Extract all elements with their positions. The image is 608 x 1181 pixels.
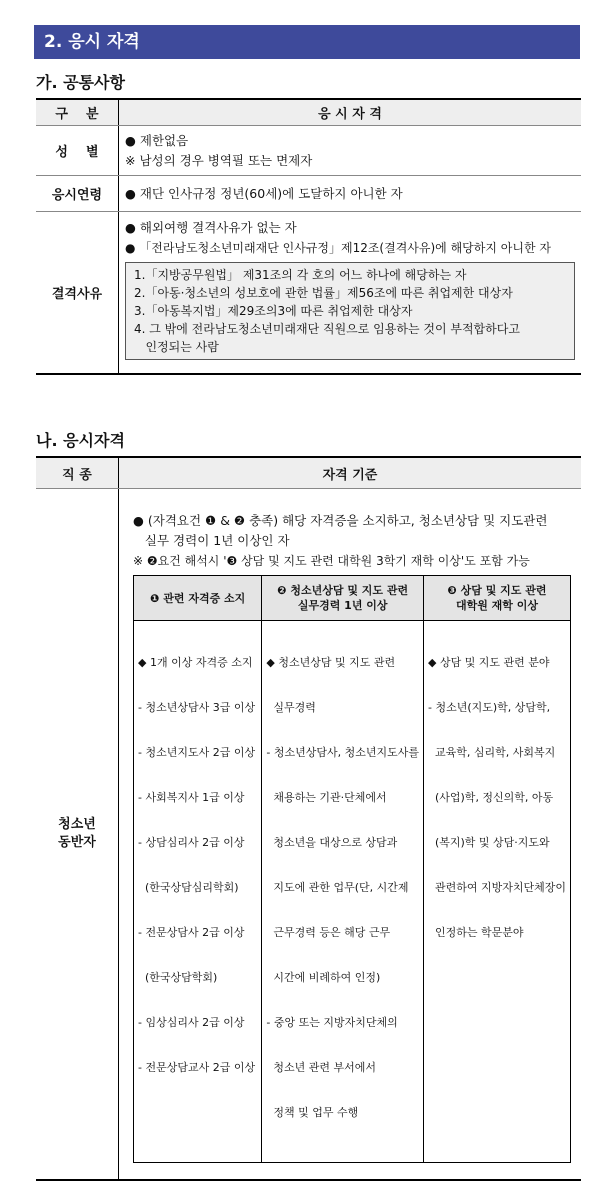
row-gender-content — [119, 126, 582, 176]
disq-box-item: 인정되는 사람 — [134, 340, 219, 355]
graduate-item: 교육학, 심리학, 사회복지 — [427, 746, 556, 759]
experience-item: 지도에 관한 업무(단, 시간제 — [266, 881, 409, 894]
graduate-item: - 청소년(지도)학, 상담학, — [427, 701, 551, 714]
experience-item: 실무경력 — [266, 701, 316, 714]
col-graduate-content — [423, 621, 570, 1163]
graduate-item: (복지)학 및 상담·지도와 — [427, 836, 550, 849]
graduate-item: 인정하는 학문분야 — [427, 926, 524, 939]
experience-item: - 청소년상담사, 청소년지도사를 — [266, 746, 419, 759]
experience-item: 청소년 관련 부서에서 — [266, 1061, 376, 1074]
req-line3: ※ ❷요건 해석시 '❸ 상담 및 지도 관련 대학원 3학기 재학 이상'도 포함 가능 — [133, 554, 530, 568]
row-age-label: 응시연령 — [36, 176, 119, 212]
col3-head2: 대학원 재학 이상 — [455, 599, 539, 612]
col-license-header — [134, 576, 262, 621]
license-item: - 상담심리사 2급 이상 — [138, 836, 245, 849]
row-disq-content — [119, 212, 582, 374]
col-experience-content — [262, 621, 424, 1163]
experience-item: 정책 및 업무 수행 — [266, 1106, 359, 1119]
license-item: ◆ 1개 이상 자격증 소지 — [138, 656, 253, 669]
disq-detail-box — [125, 262, 575, 360]
common-requirements-table — [36, 98, 581, 375]
gender-line2: ※ 남성의 경우 병역필 또는 면제자 — [125, 152, 313, 168]
disq-line1: ● 해외여행 결격사유가 없는 자 — [125, 220, 297, 236]
experience-item: - 중앙 또는 지방자치단체의 — [266, 1016, 398, 1029]
gender-line1: ● 제한없음 — [125, 132, 189, 148]
section-banner: 2. 응시 자격 — [34, 25, 580, 59]
experience-item: ◆ 청소년상담 및 지도 관련 — [266, 656, 396, 669]
section-b-title: 나. 응시자격 — [36, 431, 125, 450]
header-category: 구 분 — [36, 99, 119, 126]
qualification-table — [36, 456, 581, 1181]
license-item: - 전문상담교사 2급 이상 — [138, 1061, 256, 1074]
disq-box-item: 2.「아동·청소년의 성보호에 관한 법률」제56조에 따른 취업제한 대상자 — [134, 286, 513, 301]
col-experience-header — [262, 576, 424, 621]
col1-head1: ❶ 관련 자격증 소지 — [150, 591, 246, 605]
graduate-item: 관련하여 지방자치단체장이 — [427, 881, 566, 894]
req-line2: 실무 경력이 1년 이상인 자 — [133, 533, 290, 548]
col2-head1: ❷ 청소년상담 및 지도 관련 — [277, 584, 409, 597]
row-gender-label: 성 별 — [36, 126, 119, 176]
license-item: - 임상심리사 2급 이상 — [138, 1016, 245, 1029]
disq-box-item: 3.「아동복지법」제29조의3에 따른 취업제한 대상자 — [134, 304, 413, 319]
disq-line2: ● 「전라남도청소년미래재단 인사규정」제12조(결격사유)에 해당하지 아니한 자 — [125, 241, 551, 256]
job-label — [36, 489, 119, 1181]
col-license-content — [134, 621, 262, 1163]
graduate-item: (사업)학, 정신의학, 아동 — [427, 791, 554, 804]
experience-item: 채용하는 기관·단체에서 — [266, 791, 387, 804]
license-item: (한국상담학회) — [138, 971, 218, 984]
graduate-item: ◆ 상담 및 지도 관련 분야 — [427, 656, 550, 669]
row-disq-label: 결격사유 — [36, 212, 119, 374]
license-item: (한국상담심리학회) — [138, 881, 239, 894]
row-age-content — [119, 176, 582, 212]
disq-box-item: 1.「지방공무원법」 제31조의 각 호의 어느 하나에 해당하는 자 — [134, 268, 467, 283]
header-job: 직 종 — [36, 457, 119, 489]
requirement-text — [133, 511, 571, 571]
job-line2: 동반자 — [58, 835, 96, 850]
experience-item: 청소년을 대상으로 상담과 — [266, 836, 398, 849]
col2-head2: 실무경력 1년 이상 — [297, 599, 388, 612]
license-item: - 전문상담사 2급 이상 — [138, 926, 245, 939]
criteria-content — [119, 489, 582, 1181]
job-line1: 청소년 — [58, 817, 96, 832]
criteria-detail-table — [133, 575, 571, 1163]
age-line1: ● 재단 인사규정 정년(60세)에 도달하지 아니한 자 — [125, 185, 403, 201]
license-item: - 사회복지사 1급 이상 — [138, 791, 245, 804]
header-qualification: 응 시 자 격 — [119, 99, 582, 126]
license-item: - 청소년지도사 2급 이상 — [138, 746, 256, 759]
section-a-title: 가. 공통사항 — [36, 73, 125, 92]
disq-box-item: 4. 그 밖에 전라남도청소년미래재단 직원으로 임용하는 것이 부적합하다고 — [134, 322, 520, 337]
experience-item: 시간에 비례하여 인정) — [266, 971, 381, 984]
col-graduate-header — [423, 576, 570, 621]
header-criteria: 자격 기준 — [119, 457, 582, 489]
col3-head1: ❸ 상담 및 지도 관련 — [447, 584, 547, 597]
req-line1: ● (자격요건 ❶ & ❷ 충족) 해당 자격증을 소지하고, 청소년상담 및 지도관련 — [133, 513, 548, 528]
experience-item: 근무경력 등은 해당 근무 — [266, 926, 391, 939]
license-item: - 청소년상담사 3급 이상 — [138, 701, 256, 714]
